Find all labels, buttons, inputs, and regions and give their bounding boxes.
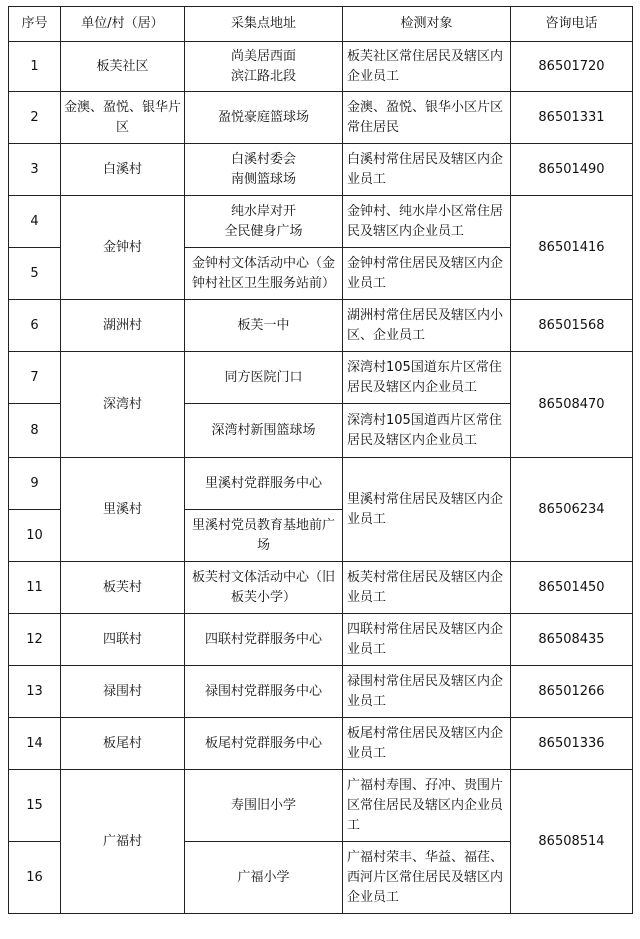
row-address: 纯水岸对开 全民健身广场 (185, 196, 343, 248)
table-row (9, 352, 633, 404)
row-target: 板芙社区常住居民及辖区内企业员工 (343, 42, 511, 92)
row-address: 里溪村党群服务中心 (185, 458, 343, 510)
table-row (9, 666, 633, 718)
header-unit: 单位/村（居） (61, 7, 185, 42)
row-no: 10 (9, 510, 61, 562)
row-phone: 86501450 (511, 562, 633, 614)
row-unit: 里溪村 (61, 458, 185, 562)
row-no: 1 (9, 42, 61, 92)
row-no: 2 (9, 92, 61, 144)
row-no: 6 (9, 300, 61, 352)
row-address: 尚美居西面 滨江路北段 (185, 42, 343, 92)
row-address: 同方医院门口 (185, 352, 343, 404)
row-target: 广福村荣丰、华益、福荏、西河片区常住居民及辖区内企业员工 (343, 842, 511, 914)
row-no: 15 (9, 770, 61, 842)
row-no: 7 (9, 352, 61, 404)
testing-site-table (8, 6, 633, 914)
row-target: 广福村寿围、孖冲、贵围片区常住居民及辖区内企业员工 (343, 770, 511, 842)
row-address: 寿围旧小学 (185, 770, 343, 842)
table-row (9, 718, 633, 770)
row-address: 白溪村委会 南侧篮球场 (185, 144, 343, 196)
row-unit: 金澳、盈悦、银华片区 (61, 92, 185, 144)
row-address: 四联村党群服务中心 (185, 614, 343, 666)
row-no: 16 (9, 842, 61, 914)
table-row (9, 196, 633, 248)
header-target: 检测对象 (343, 7, 511, 42)
row-phone: 86501331 (511, 92, 633, 144)
row-address: 里溪村党员教育基地前广场 (185, 510, 343, 562)
table-row (9, 92, 633, 144)
row-unit: 禄围村 (61, 666, 185, 718)
row-phone: 86508514 (511, 770, 633, 914)
row-target: 金钟村、纯水岸小区常住居民及辖区内企业员工 (343, 196, 511, 248)
row-no: 12 (9, 614, 61, 666)
row-phone: 86508435 (511, 614, 633, 666)
row-address: 板芙村文体活动中心（旧板芙小学） (185, 562, 343, 614)
row-unit: 板芙村 (61, 562, 185, 614)
row-target: 金钟村常住居民及辖区内企业员工 (343, 248, 511, 300)
row-target: 金澳、盈悦、银华小区片区常住居民 (343, 92, 511, 144)
row-target: 白溪村常住居民及辖区内企业员工 (343, 144, 511, 196)
row-phone: 86501490 (511, 144, 633, 196)
row-target: 深湾村105国道西片区常住居民及辖区内企业员工 (343, 404, 511, 458)
row-no: 4 (9, 196, 61, 248)
table-row (9, 42, 633, 92)
header-row (9, 7, 633, 42)
row-target: 里溪村常住居民及辖区内企业员工 (343, 458, 511, 562)
row-target: 湖洲村常住居民及辖区内小区、企业员工 (343, 300, 511, 352)
row-address: 金钟村文体活动中心（金钟村社区卫生服务站前） (185, 248, 343, 300)
row-phone: 86506234 (511, 458, 633, 562)
table-row (9, 770, 633, 842)
row-target: 四联村常住居民及辖区内企业员工 (343, 614, 511, 666)
row-no: 9 (9, 458, 61, 510)
row-no: 11 (9, 562, 61, 614)
row-phone: 86508470 (511, 352, 633, 458)
header-phone: 咨询电话 (511, 7, 633, 42)
table-row (9, 562, 633, 614)
row-unit: 四联村 (61, 614, 185, 666)
table-row (9, 144, 633, 196)
row-target: 板尾村常住居民及辖区内企业员工 (343, 718, 511, 770)
row-unit: 湖洲村 (61, 300, 185, 352)
table-row (9, 458, 633, 510)
row-phone: 86501336 (511, 718, 633, 770)
row-target: 禄围村常住居民及辖区内企业员工 (343, 666, 511, 718)
header-no: 序号 (9, 7, 61, 42)
row-address: 禄围村党群服务中心 (185, 666, 343, 718)
row-address: 板芙一中 (185, 300, 343, 352)
row-no: 8 (9, 404, 61, 458)
row-phone: 86501266 (511, 666, 633, 718)
row-address: 盈悦豪庭篮球场 (185, 92, 343, 144)
row-unit: 广福村 (61, 770, 185, 914)
row-target: 深湾村105国道东片区常住居民及辖区内企业员工 (343, 352, 511, 404)
row-unit: 白溪村 (61, 144, 185, 196)
row-phone: 86501416 (511, 196, 633, 300)
table-row (9, 300, 633, 352)
row-address: 深湾村新围篮球场 (185, 404, 343, 458)
row-phone: 86501720 (511, 42, 633, 92)
row-address: 广福小学 (185, 842, 343, 914)
row-address: 板尾村党群服务中心 (185, 718, 343, 770)
row-unit: 板尾村 (61, 718, 185, 770)
row-unit: 金钟村 (61, 196, 185, 300)
row-no: 13 (9, 666, 61, 718)
header-address: 采集点地址 (185, 7, 343, 42)
row-no: 5 (9, 248, 61, 300)
row-phone: 86501568 (511, 300, 633, 352)
row-unit: 板芙社区 (61, 42, 185, 92)
row-unit: 深湾村 (61, 352, 185, 458)
table-row (9, 614, 633, 666)
row-no: 3 (9, 144, 61, 196)
row-no: 14 (9, 718, 61, 770)
row-target: 板芙村常住居民及辖区内企业员工 (343, 562, 511, 614)
